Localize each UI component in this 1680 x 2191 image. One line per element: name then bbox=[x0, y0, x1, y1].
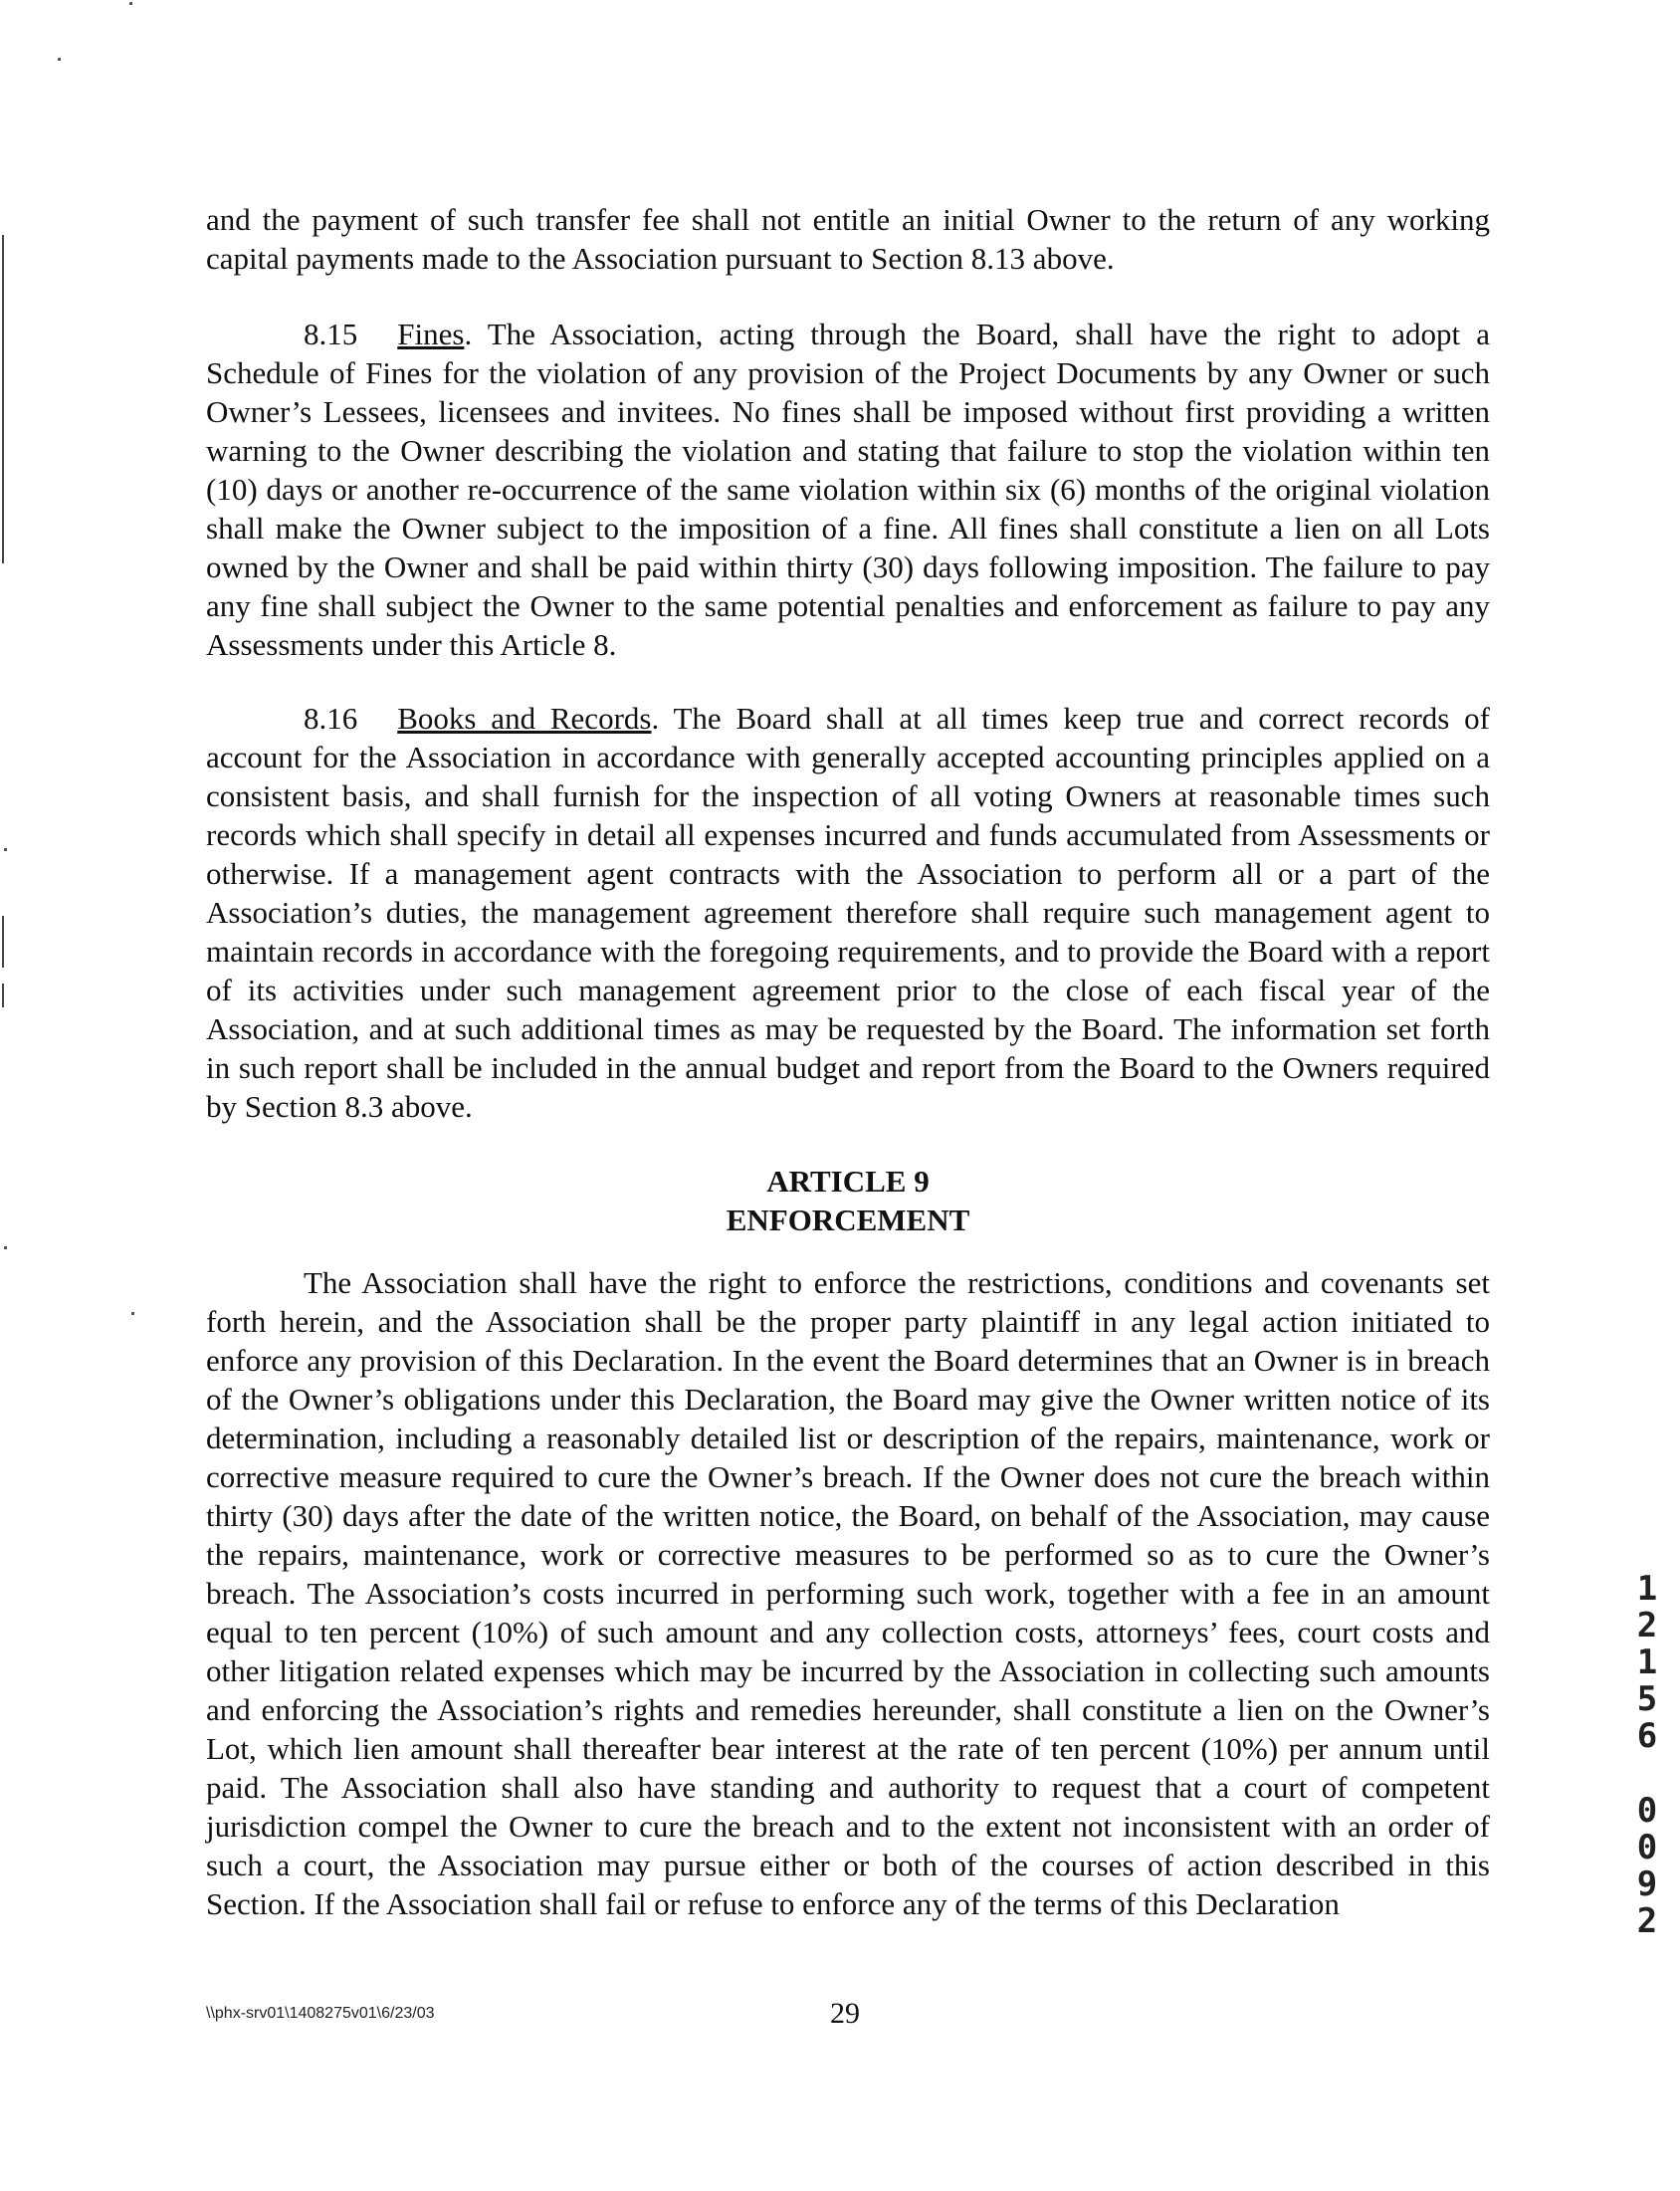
section-number: 8.15 bbox=[304, 317, 358, 351]
margin-revision-bar bbox=[2, 916, 4, 968]
section-heading: Fines bbox=[397, 317, 465, 351]
stamp-digit: 9 bbox=[1636, 1864, 1658, 1904]
stamp-digit: 2 bbox=[1636, 1901, 1658, 1941]
scan-speck bbox=[129, 2, 132, 5]
stamp-digit: 1 bbox=[1636, 1569, 1658, 1609]
stamp-digit: 5 bbox=[1636, 1679, 1658, 1719]
scan-speck bbox=[4, 848, 7, 851]
article-title: ARTICLE 9 bbox=[766, 1164, 930, 1199]
article-subtitle: ENFORCEMENT bbox=[726, 1203, 970, 1237]
footer-file-path: \\phx-srv01\1408275v01\6/23/03 bbox=[206, 2005, 435, 2022]
section-body: . The Association, acting through the Board, shall have the right to adopt a Schedule of Fines for the violation of any provision of the Project Documents by any Owner or such Owner’s Lessees, licensees and invitees. No fines shall be imposed without first providing a written warning to the Owner describing the violation and stating that failure to stop the violation within ten (10) days or another re-occurrence of the same violation within six (6) months of the original violation shall make the Owner subject to the imposition of a fine. All fines shall constitute a lien on all Lots owned by the Owner and shall be paid within thirty (30) days following imposition. The failure to pay any fine shall subject the Owner to the same potential penalties and enforcement as failure to pay any Assessments under this Article 8. bbox=[206, 317, 1490, 662]
enforcement-paragraph bbox=[206, 1263, 1490, 1923]
section-body: . The Board shall at all times keep true and correct records of account for the Association in accordance with generally accepted accounting principles applied on a consistent basis, and shall furnish for the inspection of all voting Owners at reasonable times such records which shall specify in detail all expenses incurred and funds accumulated from Assessments or otherwise. If a management agent contracts with the Association to perform all or a part of the Association’s duties, the management agreement therefore shall require such management agent to maintain records in accordance with the foregoing requirements, and to provide the Board with a report of its activities under such management agreement prior to the close of each fiscal year of the Association, and at such additional times as may be requested by the Board. The information set forth in such report shall be included in the annual budget and report from the Board to the Owners required by Section 8.3 above. bbox=[206, 701, 1490, 1124]
section-8-15-fines bbox=[206, 315, 1490, 664]
section-8-16-books-and-records bbox=[206, 699, 1490, 1126]
stamp-digit: 2 bbox=[1636, 1606, 1658, 1645]
stamp-digit: 0 bbox=[1636, 1828, 1658, 1867]
scan-speck bbox=[131, 1312, 134, 1315]
stamp-digit: 1 bbox=[1636, 1643, 1658, 1682]
paragraph-text: and the payment of such transfer fee shall not entitle an initial Owner to the return of any working capital payments made to the Association pursuant to Section 8.13 above. bbox=[206, 202, 1490, 276]
section-number: 8.16 bbox=[304, 701, 358, 736]
paragraph-text: The Association shall have the right to enforce the restrictions, conditions and covenants set forth herein, and the Association shall be the proper party plaintiff in any legal action initiated to enforce any provision of this Declaration. In the event the Board determines that an Owner is in breach of the Owner’s obligations under this Declaration, the Board may give the Owner written notice of its determination, including a reasonably detailed list or description of the repairs, maintenance, work or corrective measure required to cure the Owner’s breach. If the Owner does not cure the breach within thirty (30) days after the date of the written notice, the Board, on behalf of the Association, may cause the repairs, maintenance, work or corrective measures to be performed so as to cure the Owner’s breach. The Association’s costs incurred in performing such work, together with a fee in an amount equal to ten percent (10%) of such amount and any collection costs, attorneys’ fees, court costs and other litigation related expenses which may be incurred by the Association in collecting such amounts and enforcing the Association’s rights and remedies hereunder, shall constitute a lien on the Owner’s Lot, which lien amount shall thereafter bear interest at the rate of ten percent (10%) per annum until paid. The Association shall also have standing and authority to request that a court of competent jurisdiction compel the Owner to cure the breach and to the extent not inconsistent with an order of such a court, the Association may pursue either or both of the courses of action described in this Section. If the Association shall fail or refuse to enforce any of the terms of this Declaration bbox=[206, 1265, 1490, 1921]
stamp-digit: 6 bbox=[1636, 1716, 1658, 1756]
stamp-digit: 0 bbox=[1636, 1791, 1658, 1831]
scan-speck bbox=[4, 1246, 7, 1249]
section-heading: Books and Records bbox=[397, 701, 652, 736]
recording-number-stamp bbox=[1632, 1571, 1662, 1940]
margin-revision-bar bbox=[2, 235, 4, 563]
margin-revision-bar bbox=[2, 984, 4, 1007]
paragraph-continuation bbox=[206, 200, 1490, 278]
scan-speck bbox=[58, 58, 61, 61]
page-number: 29 bbox=[830, 1997, 860, 2030]
